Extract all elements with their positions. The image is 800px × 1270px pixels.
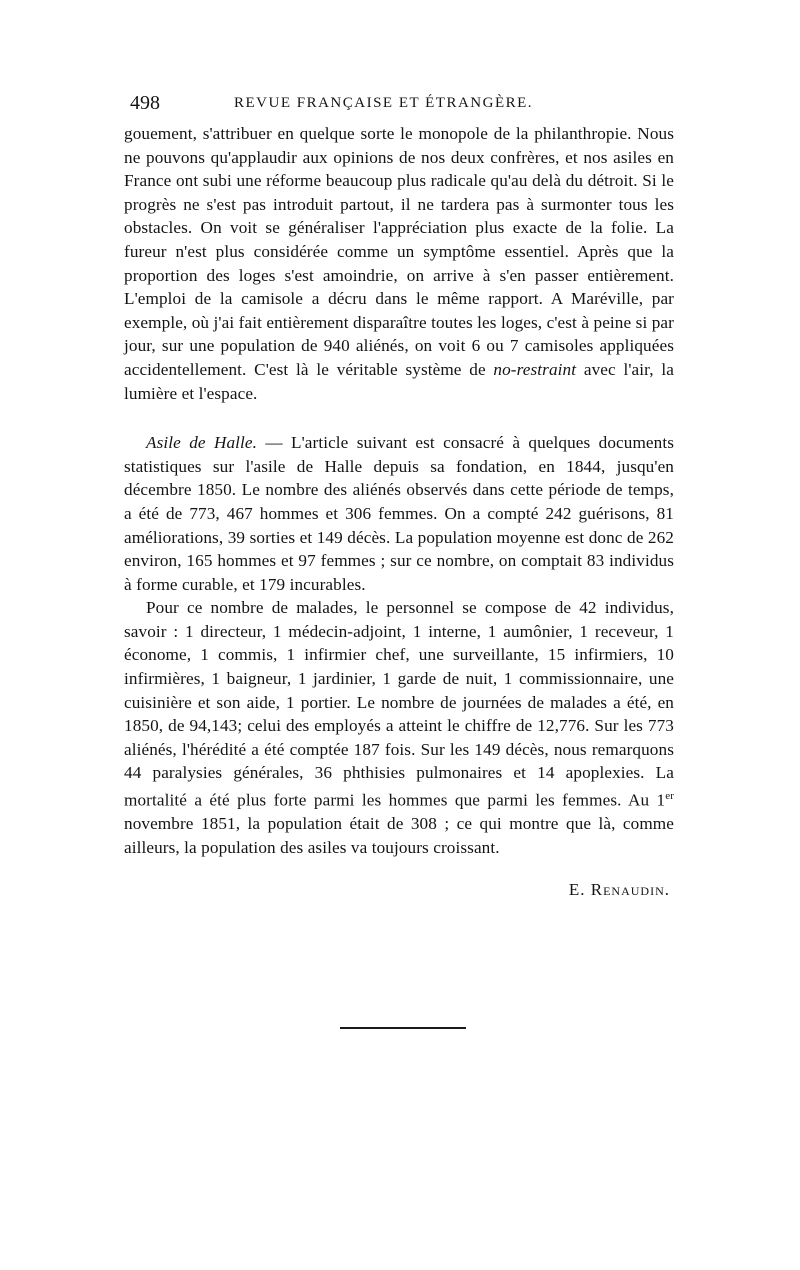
paragraph-3-text-b: novembre 1851, la population était de 308 ; ce qui montre que là, comme ailleurs, la population des asiles va toujours croissant. — [124, 814, 674, 857]
paragraph-2 — [124, 431, 674, 596]
author-signature: E. Renaudin. — [568, 879, 670, 899]
paragraph-3-superscript: er — [665, 790, 674, 803]
end-rule-divider — [340, 1027, 466, 1029]
book-page — [124, 92, 674, 900]
paragraph-1-text-b: avec l'air, la lumière et l'espace. — [124, 359, 674, 403]
paragraph-2-text: — L'article suivant est consacré à quelques documents statistiques sur l'asile de Halle depuis sa fondation, en 1844, jusqu'en décembre 1850. Le nombre des aliénés observés dans cette période de temps, a été de 773, 467 hommes et 306 femmes. On a compté 242 guérisons, 81 améliorations, 39 sorties et 149 décès. La population moyenne est donc de 262 environ, 165 hommes et 97 femmes ; sur ce nombre, on comptait 83 individus à forme curable, et 179 incurables. — [124, 433, 674, 594]
page-number: 498 — [130, 92, 160, 114]
paragraph-3-day: 1 — [656, 790, 666, 810]
section-heading-asile-de-halle: Asile de Halle. — [146, 433, 258, 453]
article-body — [124, 122, 674, 860]
page-header — [124, 92, 674, 122]
paragraph-3-text-a: Pour ce nombre de malades, le personnel se compose de 42 individus, savoir : 1 directeur, 1 médecin-adjoint, 1 interne, 1 aumônier, 1 receveur, 1 économe, 1 commis, 1 infirmier chef, une surveillante, 15 infirmiers, 10 infirmières, 1 baigneur, 1 jardinier, 1 garde de nuit, 1 commissionnaire, une cuisinière et son aide, 1 portier. Le nombre de journées de malades a été, en 1850, de 94,143; celui des employés a atteint le chiffre de 12,776. Sur les 773 aliénés, l'hérédité a été comptée 187 fois. Sur les 149 décès, nous remarquons 44 paralysies générales, 36 phthisies pulmonaires et 14 apoplexies. La mortalité a été plus forte parmi les hommes que parmi les femmes. Au — [124, 598, 674, 810]
paragraph-1 — [124, 122, 674, 405]
running-title: REVUE FRANÇAISE ET ÉTRANGÈRE. — [234, 95, 534, 111]
paragraph-1-italic-term: no-restraint — [493, 359, 577, 379]
paragraph-3 — [124, 596, 674, 859]
paragraph-1-text-a: gouement, s'attribuer en quelque sorte le monopole de la philanthropie. Nous ne pouvons qu'applaudir aux opinions de nos deux confrères, et nos asiles en France ont subi une réforme beaucoup plus radicale qu'au delà du détroit. Si le progrès ne s'est pas introduit partout, il ne tardera pas à surmonter tous les obstacles. On voit se généraliser l'appréciation plus exacte de la folie. La fureur n'est plus considérée comme un symptôme essentiel. Après que la proportion des loges s'est amoindrie, on arrive à s'en passer entièrement. L'emploi de la camisole a décru dans le même rapport. A Maréville, par exemple, où j'ai fait entièrement disparaître toutes les loges, c'est à peine si par jour, sur une population de 940 aliénés, on voit 6 ou 7 camisoles appliquées accidentellement. C'est là le véritable système de — [124, 124, 674, 379]
